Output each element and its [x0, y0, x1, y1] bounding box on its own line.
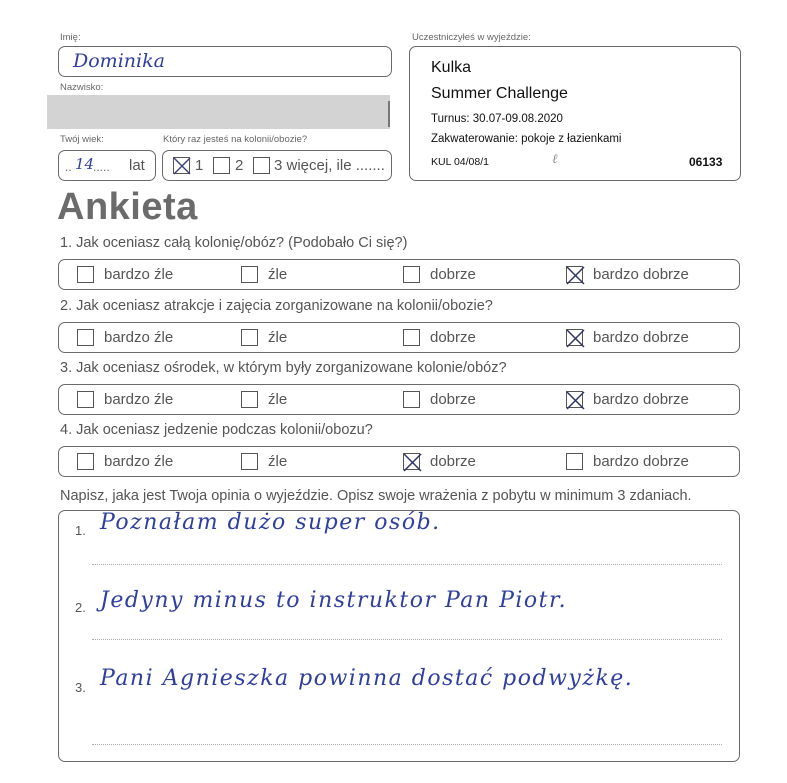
question-1-option-3-checkbox[interactable] — [403, 266, 420, 283]
opinion-text-1: Poznałam dużo super osób. — [100, 510, 441, 535]
question-4-option-3-label: dobrze — [430, 453, 476, 470]
question-4-option-3-checkbox[interactable] — [403, 453, 420, 470]
question-3-option-1-checkbox[interactable] — [77, 391, 94, 408]
age-unit: lat — [129, 157, 145, 174]
trip-accommodation: Zakwaterowanie: pokoje z łazienkami — [431, 133, 622, 145]
question-3-option-4-label: bardzo dobrze — [593, 391, 689, 408]
times-option-2-checkbox[interactable] — [213, 157, 230, 174]
age-value: 14 — [75, 155, 95, 173]
trip-label: Uczestniczyłeś w wyjeździe: — [412, 32, 531, 43]
opinion-prompt: Napisz, jaka jest Twoja opinia o wyjeździe. Opisz swoje wrażenia z pobytu w minimum 3 zdaniach. — [60, 488, 692, 504]
checkmark-x-icon — [564, 389, 587, 412]
question-3-option-4-checkbox[interactable] — [566, 391, 583, 408]
trip-turnus: Turnus: 30.07-09.08.2020 — [431, 113, 563, 125]
times-field — [162, 150, 392, 181]
question-4-option-2-checkbox[interactable] — [241, 453, 258, 470]
question-1-option-2-label: źle — [268, 266, 288, 283]
trip-pen-mark: ℓ — [552, 152, 558, 167]
opinion-box[interactable] — [58, 510, 740, 762]
opinion-dotted-line — [92, 744, 722, 745]
opinion-dotted-line — [92, 639, 722, 640]
checkmark-x-icon — [564, 327, 587, 350]
opinion-dotted-line — [92, 564, 722, 565]
question-4-option-1-checkbox[interactable] — [77, 453, 94, 470]
question-2-text: 2. Jak oceniasz atrakcje i zajęcia zorganizowane na kolonii/obozie? — [60, 298, 493, 314]
question-1-option-4-label: bardzo dobrze — [593, 266, 689, 283]
question-2-option-4-checkbox[interactable] — [566, 329, 583, 346]
question-1-option-4-checkbox[interactable] — [566, 266, 583, 283]
question-3-options — [58, 384, 740, 415]
opinion-text-3: Pani Agnieszka powinna dostać podwyżkę. — [100, 666, 634, 691]
times-option-1-checkbox[interactable] — [173, 157, 190, 174]
trip-name: Kulka — [431, 59, 472, 76]
last-name-label: Nazwisko: — [60, 82, 104, 93]
question-1-option-1-label: bardzo źle — [104, 266, 174, 283]
survey-title: Ankieta — [57, 186, 198, 228]
question-4-options — [58, 446, 740, 477]
question-3-option-2-checkbox[interactable] — [241, 391, 258, 408]
first-name-value: Dominika — [73, 50, 165, 72]
trip-code: KUL 04/08/1 — [431, 156, 489, 168]
question-1-options — [58, 259, 740, 290]
question-4-option-4-label: bardzo dobrze — [593, 453, 689, 470]
question-2-option-2-label: źle — [268, 329, 288, 346]
opinion-number-3: 3. — [75, 680, 86, 695]
first-name-field[interactable] — [58, 46, 392, 77]
question-2-option-3-checkbox[interactable] — [403, 329, 420, 346]
age-dots-after: ..... — [93, 160, 110, 174]
times-option-2-label: 2 — [235, 157, 244, 174]
age-field[interactable] — [58, 150, 156, 181]
question-1-option-2-checkbox[interactable] — [241, 266, 258, 283]
first-name-label: Imię: — [60, 32, 81, 43]
age-dots-before: .. — [65, 160, 72, 174]
times-option-3-label: 3 więcej, ile ....... — [274, 157, 385, 174]
last-name-field-edge — [388, 101, 390, 127]
opinion-number-1: 1. — [75, 523, 86, 538]
question-3-option-3-checkbox[interactable] — [403, 391, 420, 408]
question-1-text: 1. Jak oceniasz całą kolonię/obóz? (Podobało Ci się?) — [60, 235, 408, 251]
opinion-text-2: Jedyny minus to instruktor Pan Piotr. — [100, 588, 568, 613]
question-3-option-3-label: dobrze — [430, 391, 476, 408]
question-2-option-3-label: dobrze — [430, 329, 476, 346]
question-2-options — [58, 322, 740, 353]
times-option-3-checkbox[interactable] — [253, 157, 270, 174]
times-label: Który raz jesteś na kolonii/obozie? — [163, 134, 308, 145]
question-2-option-1-label: bardzo źle — [104, 329, 174, 346]
opinion-number-2: 2. — [75, 600, 86, 615]
times-option-1-label: 1 — [195, 157, 204, 174]
question-4-option-4-checkbox[interactable] — [566, 453, 583, 470]
question-2-option-2-checkbox[interactable] — [241, 329, 258, 346]
question-1-option-3-label: dobrze — [430, 266, 476, 283]
question-3-option-2-label: źle — [268, 391, 288, 408]
question-3-text: 3. Jak oceniasz ośrodek, w którym były zorganizowane kolonie/obóz? — [60, 360, 507, 376]
checkmark-x-icon — [401, 451, 424, 474]
question-2-option-1-checkbox[interactable] — [77, 329, 94, 346]
question-4-text: 4. Jak oceniasz jedzenie podczas kolonii/obozu? — [60, 422, 373, 438]
question-2-option-4-label: bardzo dobrze — [593, 329, 689, 346]
last-name-redaction — [47, 95, 390, 129]
question-4-option-2-label: źle — [268, 453, 288, 470]
trip-ticket — [409, 46, 741, 181]
question-3-option-1-label: bardzo źle — [104, 391, 174, 408]
question-4-option-1-label: bardzo źle — [104, 453, 174, 470]
age-label: Twój wiek: — [60, 134, 104, 145]
question-1-option-1-checkbox[interactable] — [77, 266, 94, 283]
checkmark-x-icon — [564, 264, 587, 287]
trip-program: Summer Challenge — [431, 85, 568, 102]
checkmark-x-icon — [171, 155, 193, 177]
trip-number: 06133 — [689, 155, 723, 169]
